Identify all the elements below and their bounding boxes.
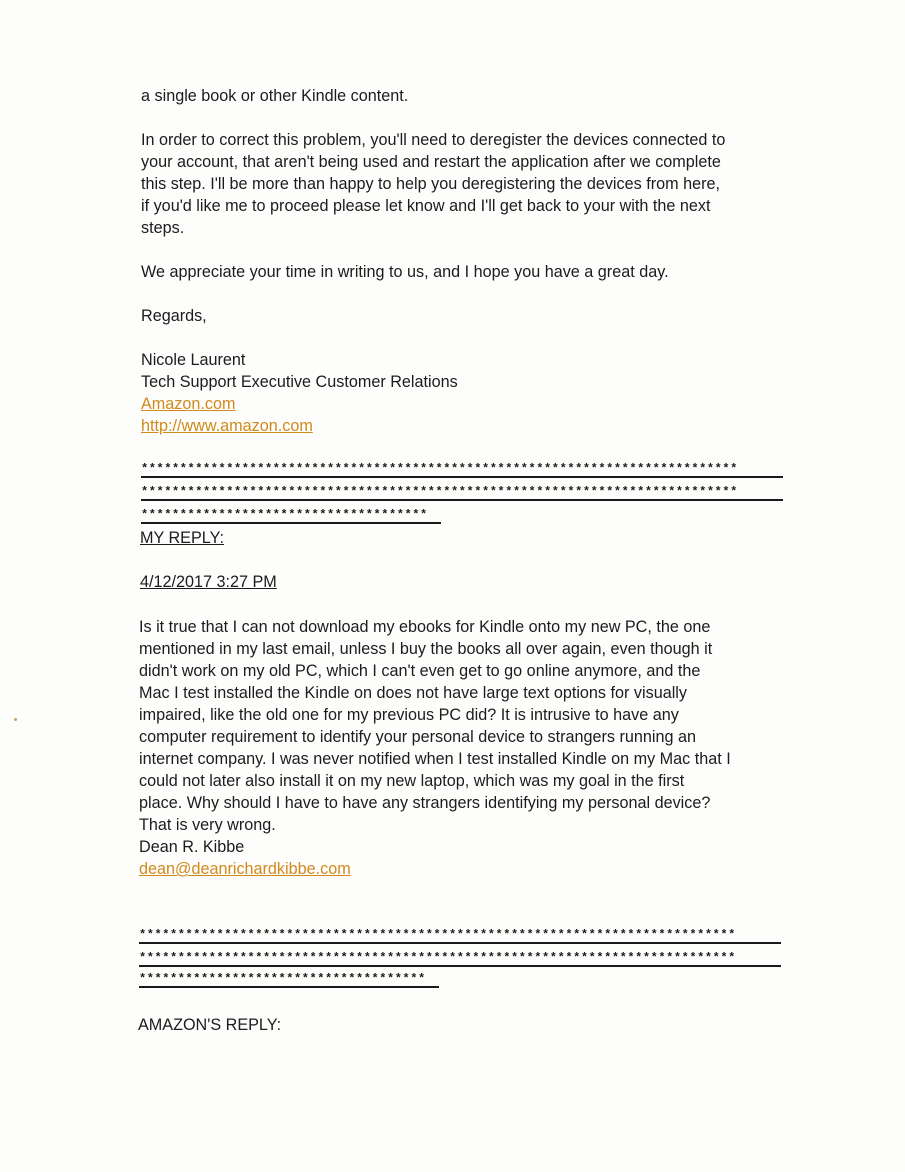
reply-author-name: Dean R. Kibbe: [139, 838, 245, 856]
separator-row: *****************************************************************************: [141, 463, 783, 478]
text-line: this step. I'll be more than happy to help you deregistering the devices from here,: [141, 175, 720, 193]
signature-name: Nicole Laurent: [141, 351, 246, 369]
text-line: We appreciate your time in writing to us, and I hope you have a great day.: [141, 263, 669, 281]
separator-row: *****************************************************************************: [139, 929, 781, 944]
text-line: place. Why should I have to have any strangers identifying my personal device?: [139, 794, 711, 812]
my-reply-section: [140, 527, 224, 549]
regards-text: Regards,: [141, 307, 207, 325]
separator-row: *************************************: [141, 509, 441, 524]
text-line: could not later also install it on my new laptop, which was my goal in the first: [139, 772, 685, 790]
text-line: Mac I test installed the Kindle on does not have large text options for visually: [139, 684, 687, 702]
scan-speck: [14, 718, 17, 721]
letter-paragraph-2: [141, 261, 669, 283]
signature-title: Tech Support Executive Customer Relations: [141, 373, 458, 391]
email-link[interactable]: dean@deanrichardkibbe.com: [139, 860, 351, 878]
my-reply-heading: MY REPLY:: [140, 529, 224, 547]
reply-timestamp: 4/12/2017 3:27 PM: [140, 573, 277, 591]
text-line: a single book or other Kindle content.: [141, 87, 409, 105]
text-line: That is very wrong.: [139, 816, 276, 834]
separator-row: *************************************: [139, 973, 439, 988]
text-line: computer requirement to identify your personal device to strangers running an: [139, 728, 696, 746]
text-line: mentioned in my last email, unless I buy the books all over again, even though it: [139, 640, 713, 658]
text-line: In order to correct this problem, you'll need to deregister the devices connected to: [141, 131, 726, 149]
amazon-url-link[interactable]: http://www.amazon.com: [141, 417, 313, 435]
letter-paragraph-1: [141, 129, 725, 239]
letter-continuation: [141, 85, 408, 107]
separator-row: *****************************************************************************: [141, 486, 783, 501]
text-line: didn't work on my old PC, which I can't even get to go online anymore, and the: [139, 662, 701, 680]
text-line: Is it true that I can not download my ebooks for Kindle onto my new PC, the one: [139, 618, 711, 636]
text-line: your account, that aren't being used and restart the application after we complete: [141, 153, 721, 171]
amazon-reply-heading: AMAZON'S REPLY:: [138, 1016, 282, 1034]
separator-row: *****************************************************************************: [139, 952, 781, 967]
letter-closing: [141, 305, 207, 327]
text-line: if you'd like me to proceed please let know and I'll get back to your with the next: [141, 197, 711, 215]
text-line: steps.: [141, 219, 185, 237]
amazon-link[interactable]: Amazon.com: [141, 395, 236, 413]
letter-signature: [141, 349, 458, 437]
text-line: impaired, like the old one for my previous PC did? It is intrusive to have any: [139, 706, 679, 724]
my-reply-body: [139, 616, 731, 880]
amazon-reply-section: [138, 1014, 281, 1036]
text-line: internet company. I was never notified when I test installed Kindle on my Mac that I: [139, 750, 731, 768]
my-reply-timestamp-block: [140, 571, 277, 593]
